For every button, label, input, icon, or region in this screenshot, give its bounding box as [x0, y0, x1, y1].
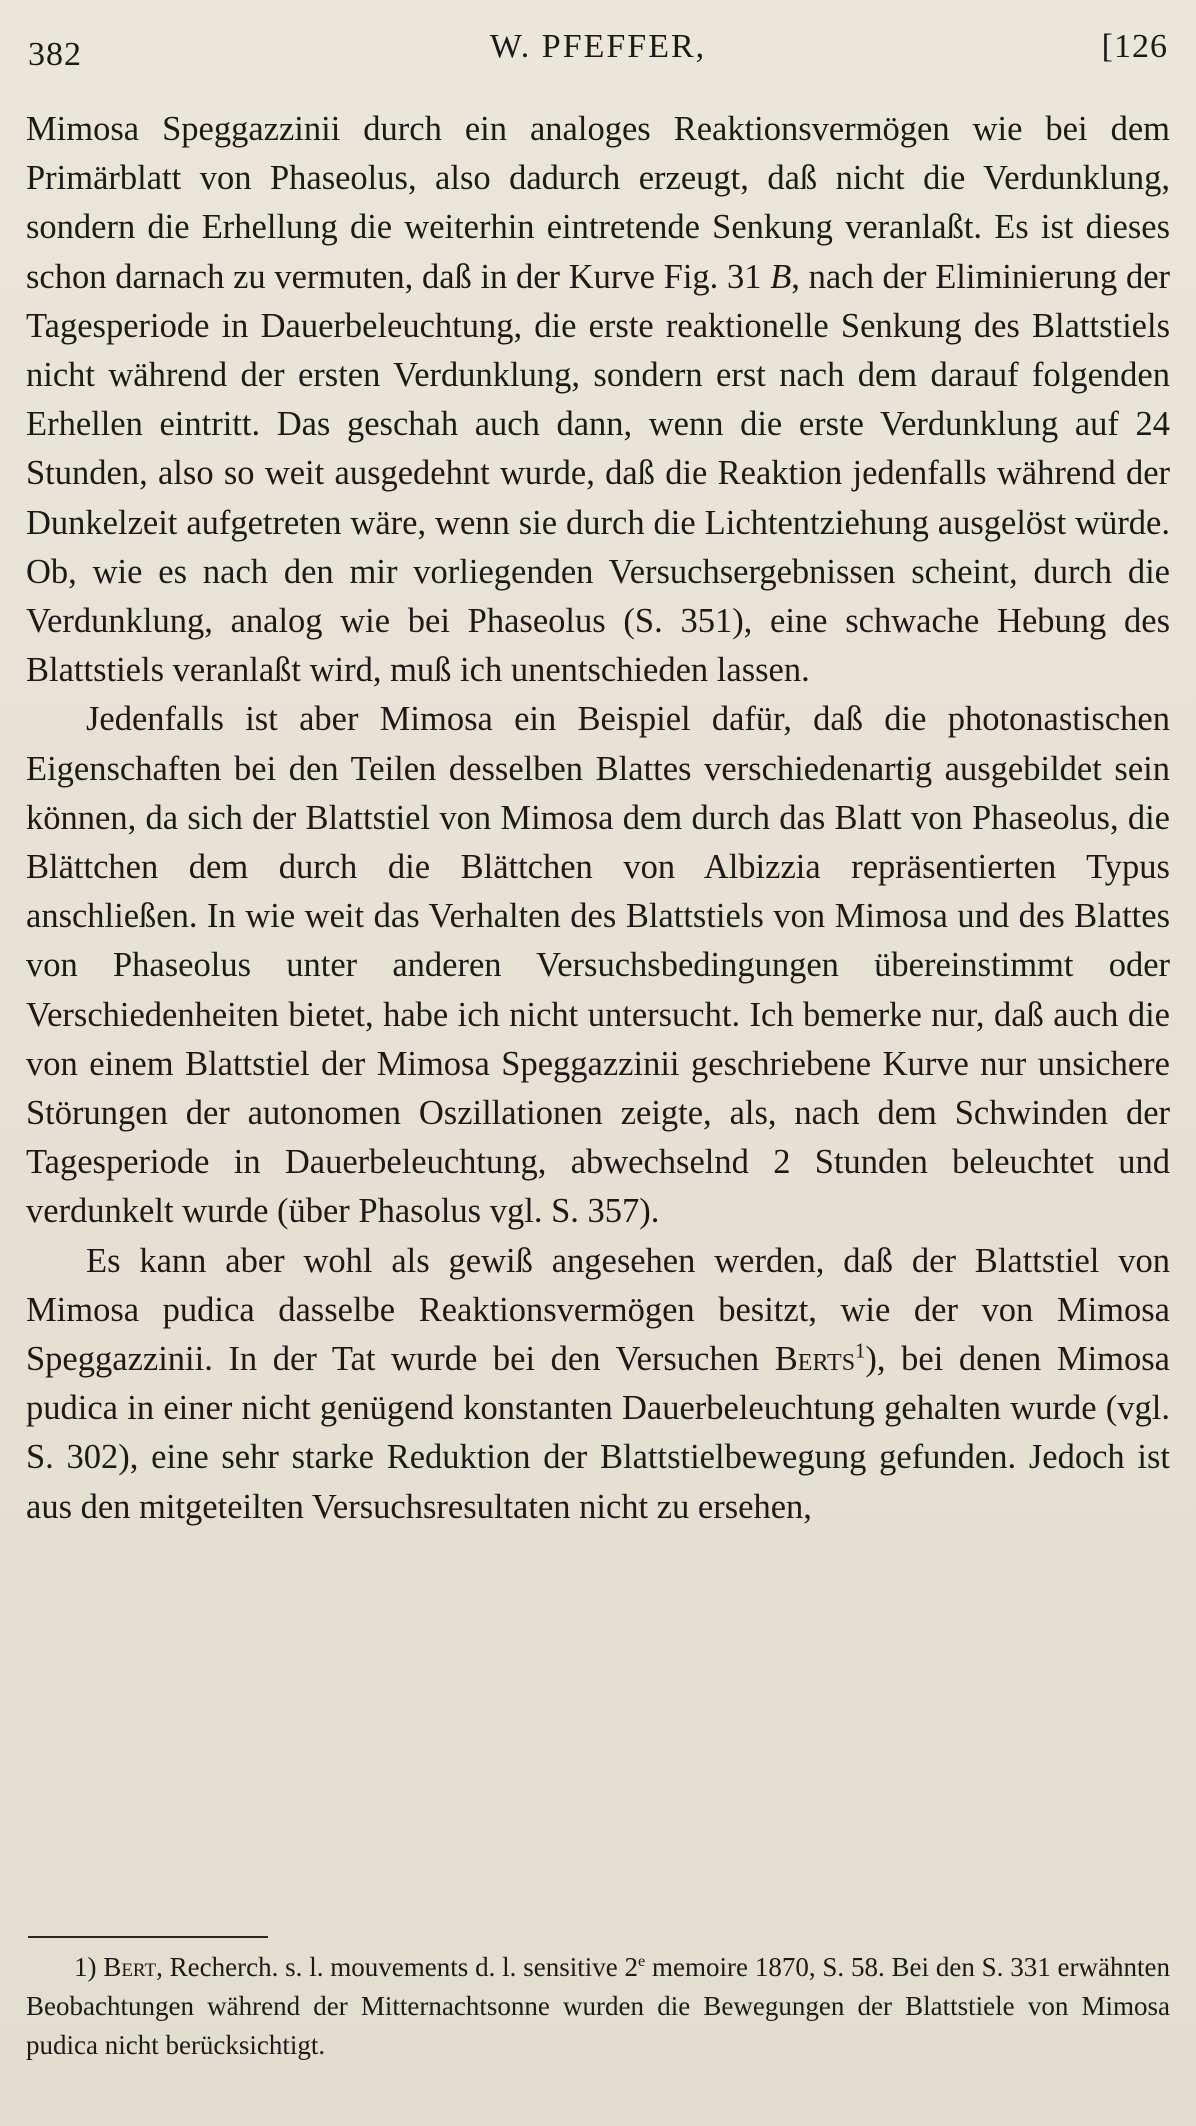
superscript: e — [638, 1952, 646, 1970]
small-caps-text: Bert — [103, 1952, 157, 1982]
original-page-number: [126 — [1101, 28, 1168, 65]
text-run: , Recherch. s. l. mouvements d. l. sensitive 2 — [156, 1952, 639, 1982]
text-run: memoire 1870, S. 58. Bei den S. 331 erwähnten Beobachtungen während der Mitternachtsonne wurden die Bewegungen der Blattstiele von Mimosa pudica nicht berücksichtigt. — [26, 1952, 1170, 2060]
body-text — [26, 105, 1170, 1532]
paragraph — [26, 695, 1170, 1236]
footnote-text — [26, 1948, 1170, 2065]
page-number: 382 — [28, 36, 82, 73]
footnote-rule — [28, 1936, 268, 1938]
footnote — [26, 1948, 1170, 2065]
paragraph — [26, 1237, 1170, 1532]
paragraph — [26, 105, 1170, 695]
running-head: W. PFEFFER, — [489, 28, 707, 65]
page-header — [28, 22, 1168, 72]
text-run: 1) — [74, 1952, 104, 1982]
text-run: ), bei denen Mimosa pudica in einer nicht genügend konstanten Dauerbeleuchtung gehalten wurde (vgl. S. 302), eine sehr starke Reduktion der Blattstielbewegung gefunden. Jedoch ist aus den mitgeteilten Versuchsresultaten nicht zu ersehen, — [26, 1340, 1170, 1526]
small-caps-text: Berts — [774, 1340, 856, 1379]
superscript: 1 — [855, 1340, 866, 1363]
text-run: Mimosa Speggazzinii durch ein analoges Reaktionsvermögen wie bei dem Primärblatt von Phaseolus, also dadurch erzeugt, daß nicht die Verdunklung, sondern die Erhellung die weiterhin eintretende Senkung veranlaßt. Es ist dieses schon darnach zu vermuten, daß in der Kurve Fig. 31 — [26, 110, 1170, 296]
text-run: Es kann aber wohl als gewiß angesehen werden, daß der Blattstiel von Mimosa pudica dasselbe Reaktionsvermögen besitzt, wie der von Mimosa Speggazzinii. In der Tat wurde bei den Versuchen — [26, 1241, 1170, 1379]
text-run: Jedenfalls ist aber Mimosa ein Beispiel dafür, daß die photonastischen Eigenschaften bei den Teilen desselben Blattes verschiedenartig ausgebildet sein können, da sich der Blattstiel von Mimosa dem durch das Blatt von Phaseolus, die Blättchen dem durch die Blättchen von Albizzia repräsentierten Typus anschließen. In wie weit das Verhalten des Blattstiels von Mimosa und des Blattes von Phaseolus unter anderen Versuchsbedingungen übereinstimmt oder Verschiedenheiten bietet, habe ich nicht untersucht. Ich bemerke nur, daß auch die von einem Blattstiel der Mimosa Speggazzinii geschriebene Kurve nur unsichere Störungen der autonomen Oszillationen zeigte, als, nach dem Schwinden der Tagesperiode in Dauerbeleuchtung, abwechselnd 2 Stunden beleuchtet und verdunkelt wurde (über Phasolus vgl. S. 357). — [26, 700, 1170, 1231]
italic-text: B — [770, 257, 792, 296]
text-run: , nach der Eliminierung der Tagesperiode in Dauerbeleuchtung, die erste reaktionelle Senkung des Blattstiels nicht während der ersten Verdunklung, sondern erst nach dem darauf folgenden Erhellen eintritt. Das geschah auch dann, wenn die erste Verdunklung auf 24 Stunden, also so weit ausgedehnt wurde, daß die Reaktion jedenfalls während der Dunkelzeit aufgetreten wäre, wenn sie durch die Lichtentziehung ausgelöst würde. Ob, wie es nach den mir vorliegenden Versuchsergebnissen scheint, durch die Verdunklung, analog wie bei Phaseolus (S. 351), eine schwache Hebung des Blattstiels veranlaßt wird, muß ich unentschieden lassen. — [26, 257, 1171, 690]
